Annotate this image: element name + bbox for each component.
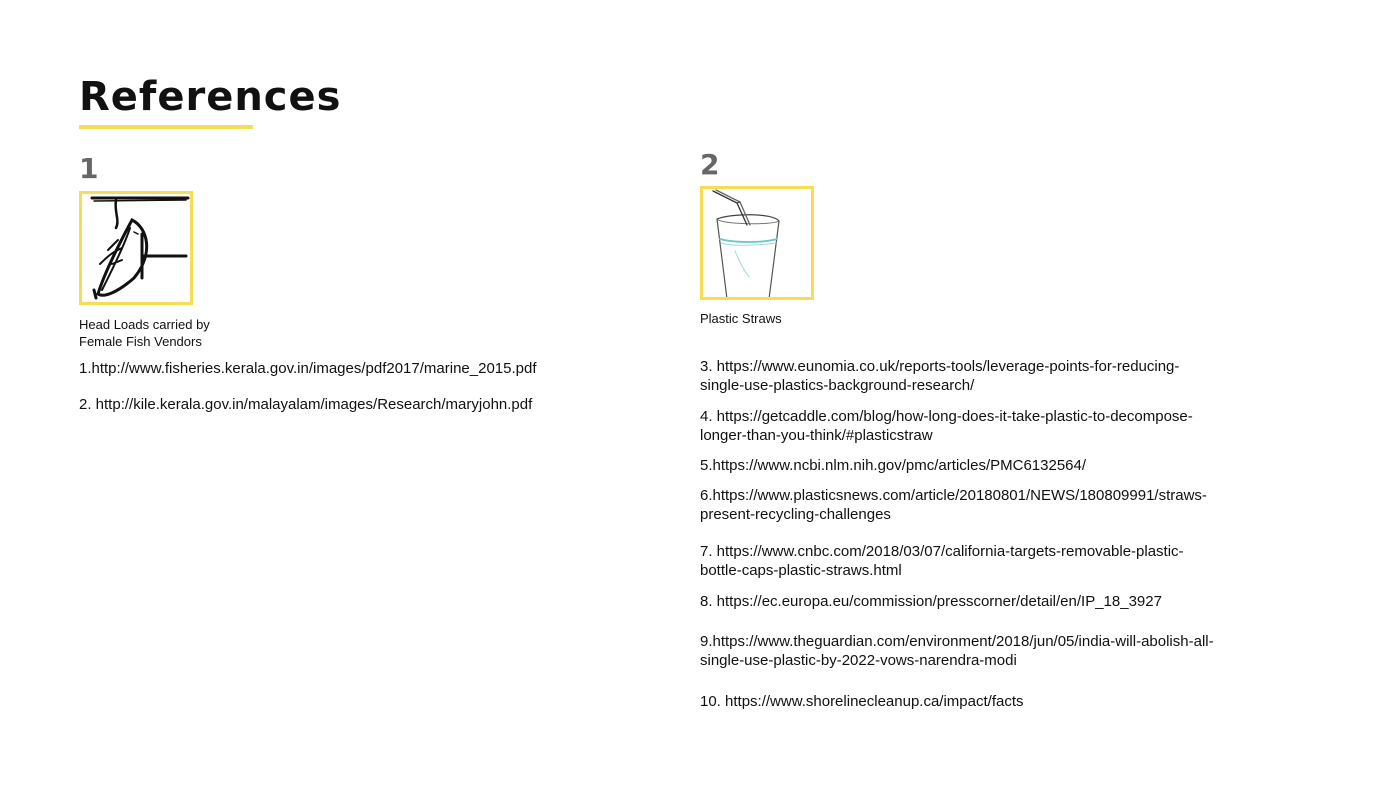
caption-line: Female Fish Vendors bbox=[79, 334, 202, 349]
image-caption-2: Plastic Straws bbox=[700, 311, 782, 326]
reference-link[interactable] bbox=[700, 542, 1220, 580]
reference-link[interactable] bbox=[700, 486, 1220, 524]
reference-line: longer-than-you-think/#plasticstraw bbox=[700, 427, 933, 444]
caption-line: Head Loads carried by bbox=[79, 317, 210, 332]
reference-line: 5.https://www.ncbi.nlm.nih.gov/pmc/articles/PMC6132564/ bbox=[700, 457, 1087, 474]
fish-vendor-sketch-icon bbox=[79, 191, 193, 305]
reference-link[interactable]: 1.http://www.fisheries.kerala.gov.in/images/pdf2017/marine_2015.pdf bbox=[79, 360, 537, 377]
reference-line: 3. https://www.eunomia.co.uk/reports-tools/leverage-points-for-reducing- bbox=[700, 358, 1180, 375]
reference-line: 8. https://ec.europa.eu/commission/presscorner/detail/en/IP_18_3927 bbox=[700, 593, 1162, 610]
reference-line: bottle-caps-plastic-straws.html bbox=[700, 562, 902, 579]
reference-link[interactable]: 2. http://kile.kerala.gov.in/malayalam/images/Research/maryjohn.pdf bbox=[79, 396, 533, 413]
reference-link[interactable] bbox=[700, 592, 1220, 611]
title-underline bbox=[79, 125, 253, 129]
section-number-1: 1 bbox=[79, 152, 99, 185]
reference-line: 9.https://www.theguardian.com/environment/2018/jun/05/india-will-abolish-all- bbox=[700, 633, 1214, 650]
reference-line: 10. https://www.shorelinecleanup.ca/impact/facts bbox=[700, 693, 1024, 710]
reference-line: present-recycling-challenges bbox=[700, 506, 891, 523]
reference-line: single-use-plastics-background-research/ bbox=[700, 377, 975, 394]
reference-link[interactable] bbox=[700, 407, 1220, 445]
reference-line: 6.https://www.plasticsnews.com/article/20180801/NEWS/180809991/straws- bbox=[700, 487, 1207, 504]
section-number-2: 2 bbox=[700, 148, 720, 181]
image-caption-1 bbox=[79, 316, 210, 350]
reference-line: single-use-plastic-by-2022-vows-narendra-modi bbox=[700, 652, 1017, 669]
plastic-cup-straw-icon bbox=[700, 186, 814, 300]
reference-link[interactable] bbox=[700, 632, 1220, 670]
reference-link[interactable] bbox=[700, 692, 1220, 711]
reference-link[interactable] bbox=[700, 456, 1220, 475]
page-title: References bbox=[79, 74, 342, 120]
reference-line: 4. https://getcaddle.com/blog/how-long-does-it-take-plastic-to-decompose- bbox=[700, 408, 1193, 425]
reference-line: 7. https://www.cnbc.com/2018/03/07/california-targets-removable-plastic- bbox=[700, 543, 1184, 560]
reference-link[interactable] bbox=[700, 357, 1220, 395]
